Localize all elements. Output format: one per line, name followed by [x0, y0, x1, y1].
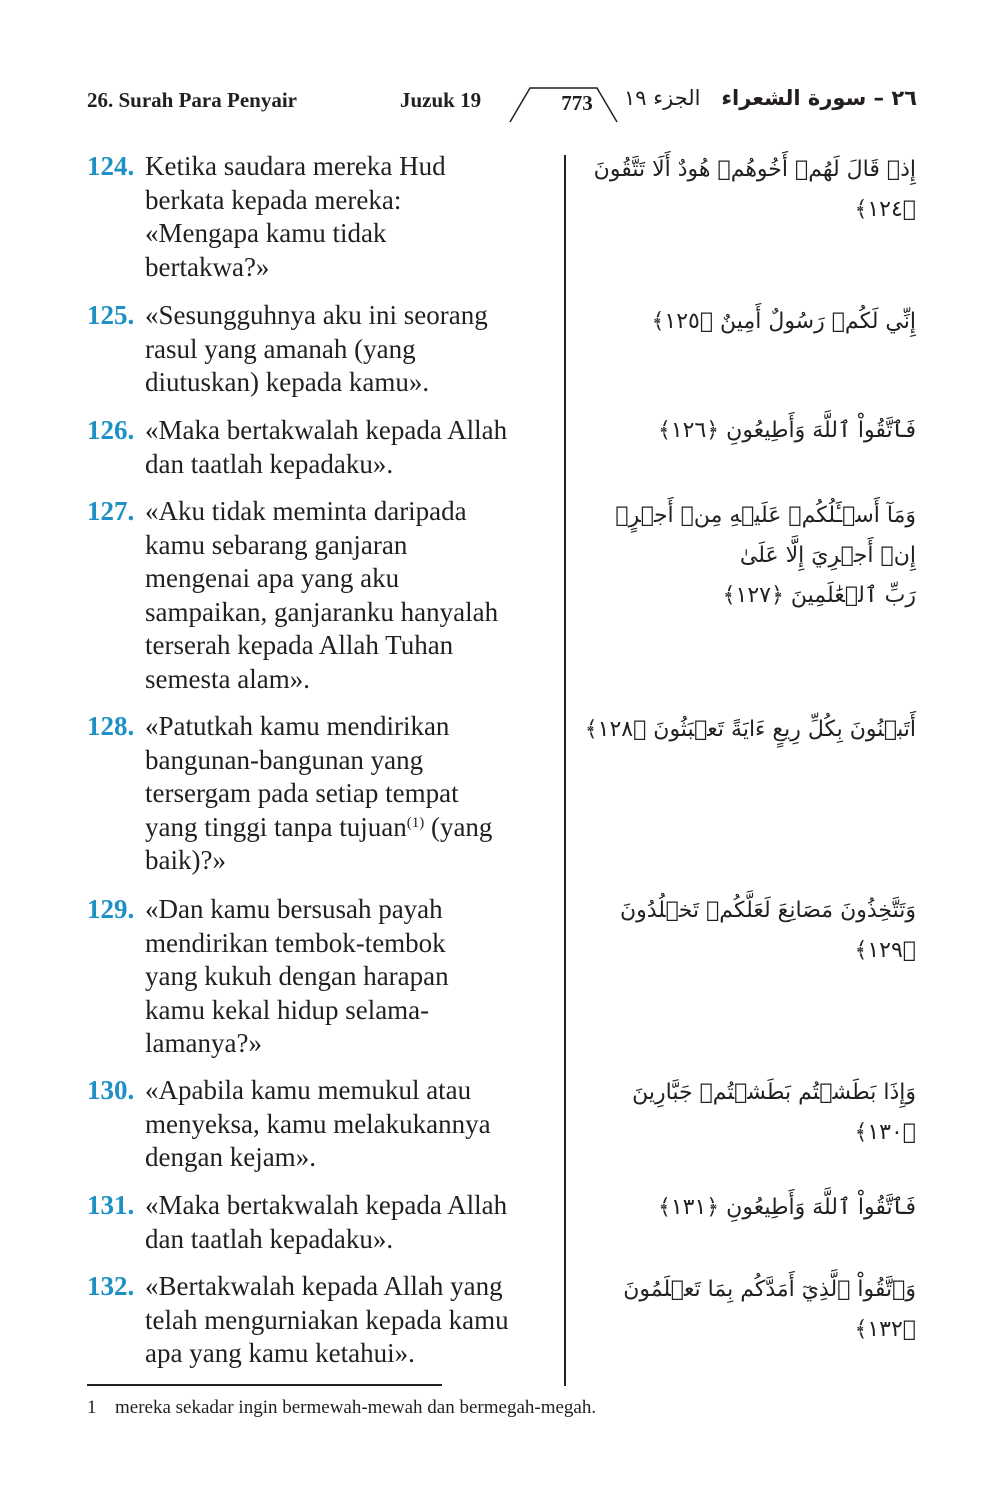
arabic-verse-131: [576, 1188, 916, 1228]
verse-line: dan taatlah kepadaku».: [145, 448, 394, 479]
verse-number: 130.: [87, 1075, 135, 1105]
verse-number: 124.: [87, 151, 135, 181]
verse-number: 127.: [87, 496, 135, 526]
arabic-verse-129: [576, 891, 916, 971]
arabic-verse-125: [576, 302, 916, 342]
verse-line: terserah kepada Allah Tuhan: [145, 630, 454, 660]
arabic-line: وَمَآ أَسۡـَٔلُكُمۡ عَلَيۡهِ مِنۡ أَجۡرٍۖ إِنۡ أَجۡرِيَ إِلَّا عَلَىٰ: [615, 503, 916, 568]
verse-line: bertakwa?»: [145, 251, 270, 282]
verse-line: «Patutkah kamu mendirikan: [145, 711, 450, 741]
verse-line: «Bertakwalah kepada Allah yang: [145, 1271, 503, 1301]
translation-verse-132: [87, 1270, 557, 1371]
verse-line: kamu kekal hidup selama-: [145, 994, 430, 1025]
arabic-line: وَإِذَا بَطَشۡتُم بَطَشۡتُمۡ جَبَّارِينَ ﴿١٣٠﴾: [632, 1080, 916, 1145]
verse-line: baik)?»: [145, 845, 226, 875]
arabic-verse-127: [576, 496, 916, 616]
arabic-line: فَٱتَّقُواْ ٱللَّهَ وَأَطِيعُونِ ﴿١٣١﴾: [657, 1195, 916, 1220]
verse-line: yang kukuh dengan harapan: [145, 961, 449, 991]
juz-label-latin: Juzuk 19: [400, 88, 482, 112]
verse-line: rasul yang amanah (yang: [145, 333, 416, 364]
arabic-line: وَٱتَّقُواْ ٱلَّذِيٓ أَمَدَّكُم بِمَا تَعۡلَمُونَ ﴿١٣٢﴾: [623, 1277, 916, 1342]
column-divider: [564, 155, 566, 1386]
translation-verse-130: [87, 1074, 557, 1175]
page-number: 773: [561, 91, 593, 115]
footnote-text: mereka sekadar ingin bermewah-mewah dan bermegah-megah.: [115, 1397, 597, 1418]
verse-line: «Mengapa kamu tidak: [145, 218, 387, 248]
verse-line-text: yang tinggi tanpa tujuan: [145, 811, 407, 842]
verse-line: [145, 811, 557, 845]
verse-line: tersergam pada setiap tempat: [145, 778, 459, 808]
verse-line: mengenai apa yang aku: [145, 563, 400, 593]
translation-verse-129: [87, 893, 557, 1061]
translation-verse-124: [87, 150, 557, 284]
arabic-verse-126: [576, 411, 916, 451]
verse-line: diutuskan) kepada kamu».: [145, 367, 430, 397]
verse-line: semesta alam».: [145, 663, 310, 694]
verse-line: «Aku tidak meminta daripada: [145, 496, 467, 526]
verse-line: dan taatlah kepadaku».: [145, 1223, 394, 1254]
juz-label-arabic: الجزء ١٩: [624, 86, 701, 110]
verse-number: 125.: [87, 300, 135, 330]
translation-verse-127: [87, 495, 557, 696]
arabic-verse-124: [576, 150, 916, 230]
verse-line: apa yang kamu ketahui».: [145, 1338, 415, 1368]
arabic-verse-132: [576, 1270, 916, 1350]
surah-title-arabic: ٢٦ – سورة الشعراء: [721, 86, 917, 110]
arabic-line: وَتَتَّخِذُونَ مَصَانِعَ لَعَلَّكُمۡ تَخۡلُدُونَ ﴿١٢٩﴾: [619, 898, 916, 963]
page-header: [87, 84, 917, 124]
verse-number: 129.: [87, 894, 135, 924]
arabic-verse-130: [576, 1073, 916, 1153]
verse-line: bangunan-bangunan yang: [145, 744, 424, 775]
verse-line: «Maka bertakwalah kepada Allah: [145, 415, 508, 445]
arabic-line: أَتَبۡنُونَ بِكُلِّ رِيعٍ ءَايَةً تَعۡبَثُونَ ﴿١٢٨﴾: [584, 717, 916, 742]
verse-line: berkata kepada mereka:: [145, 184, 402, 215]
arabic-line: إِنِّي لَكُمۡ رَسُولٌ أَمِينٌ ﴿١٢٥﴾: [651, 309, 916, 334]
verse-number: 128.: [87, 711, 135, 741]
footnote-marker[interactable]: (1): [406, 814, 425, 831]
verse-line: lamanya?»: [145, 1028, 262, 1058]
verse-number: 131.: [87, 1190, 135, 1220]
verse-line-text: (yang: [424, 811, 493, 842]
verse-line: dengan kejam».: [145, 1142, 316, 1172]
verse-line: «Apabila kamu memukul atau: [145, 1075, 472, 1105]
verse-line: «Sesungguhnya aku ini seorang: [145, 300, 488, 330]
translation-verse-128: [87, 710, 557, 878]
footnote-number: 1: [87, 1397, 97, 1418]
footnote: [87, 1397, 596, 1419]
verse-line: «Maka bertakwalah kepada Allah: [145, 1190, 508, 1220]
verse-number: 126.: [87, 415, 135, 445]
verse-number: 132.: [87, 1271, 135, 1301]
verse-line: menyeksa, kamu melakukannya: [145, 1108, 491, 1139]
verse-line: kamu sebarang ganjaran: [145, 529, 408, 560]
footnote-separator: [87, 1384, 442, 1386]
arabic-line: فَٱتَّقُواْ ٱللَّهَ وَأَطِيعُونِ ﴿١٢٦﴾: [657, 418, 916, 443]
arabic-line: رَبِّ ٱلۡعَٰلَمِينَ ﴿١٢٧﴾: [722, 583, 916, 608]
surah-title-latin: 26. Surah Para Penyair: [87, 88, 297, 112]
arabic-verse-128: [576, 710, 916, 750]
verse-line: Ketika saudara mereka Hud: [145, 151, 446, 181]
translation-verse-126: [87, 414, 557, 481]
verse-line: «Dan kamu bersusah payah: [145, 894, 443, 924]
verse-line: telah mengurniakan kepada kamu: [145, 1304, 509, 1335]
verse-line: sampaikan, ganjaranku hanyalah: [145, 596, 499, 627]
translation-verse-131: [87, 1189, 557, 1256]
arabic-line: إِذۡ قَالَ لَهُمۡ أَخُوهُمۡ هُودٌ أَلَا تَتَّقُونَ ﴿١٢٤﴾: [593, 157, 916, 222]
translation-verse-125: [87, 299, 557, 400]
verse-line: mendirikan tembok-tembok: [145, 927, 446, 958]
